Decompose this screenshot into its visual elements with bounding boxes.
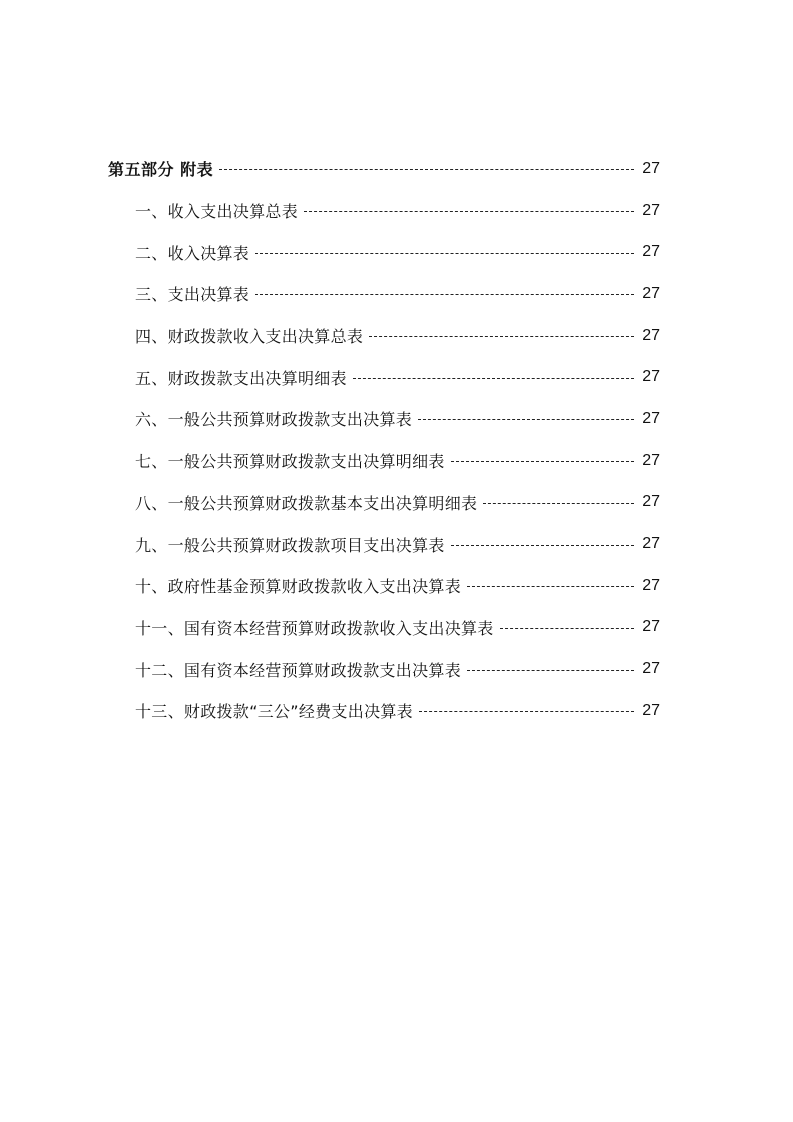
toc-entry-title: 三、支出决算表 xyxy=(135,285,250,305)
toc-leader-dashes xyxy=(418,419,634,420)
toc-entry-10[interactable] xyxy=(0,565,793,607)
toc-entry-title: 七、一般公共预算财政拨款支出决算明细表 xyxy=(135,452,445,472)
toc-leader-dashes xyxy=(451,461,634,462)
toc-leader-dashes xyxy=(467,586,634,587)
toc-leader-dashes xyxy=(467,670,634,671)
toc-entry-13[interactable] xyxy=(0,690,793,732)
toc-entry-title: 九、一般公共预算财政拨款项目支出决算表 xyxy=(135,535,445,555)
toc-leader-dashes xyxy=(304,211,634,212)
toc-entry-9[interactable] xyxy=(0,523,793,565)
toc-entry-2[interactable] xyxy=(0,231,793,273)
toc-entry-page: 27 xyxy=(642,409,660,427)
toc-entry-1[interactable] xyxy=(0,190,793,232)
toc-entry-4[interactable] xyxy=(0,315,793,357)
toc-leader-dashes xyxy=(483,503,634,504)
toc-entry-title: 五、财政拨款支出决算明细表 xyxy=(135,368,347,388)
toc-entry-page: 27 xyxy=(642,243,660,261)
toc-entry-section-5-appendix[interactable] xyxy=(0,148,793,190)
toc-entry-8[interactable] xyxy=(0,482,793,524)
toc-entry-page: 27 xyxy=(642,701,660,719)
toc-entry-5[interactable] xyxy=(0,356,793,398)
toc-leader-dashes xyxy=(255,253,634,254)
toc-entry-title: 第五部分 附表 xyxy=(108,160,214,180)
toc-entry-page: 27 xyxy=(642,576,660,594)
toc-entry-title: 四、财政拨款收入支出决算总表 xyxy=(135,327,364,347)
toc-entry-page: 27 xyxy=(642,284,660,302)
toc-entry-page: 27 xyxy=(642,201,660,219)
toc-entry-title: 十一、国有资本经营预算财政拨款收入支出决算表 xyxy=(135,618,494,638)
toc-leader-dashes xyxy=(369,336,634,337)
toc-entry-page: 27 xyxy=(642,535,660,553)
toc-leader-dashes xyxy=(353,378,634,379)
toc-leader-dashes xyxy=(451,545,634,546)
toc-entry-page: 27 xyxy=(642,660,660,678)
toc-leader-dashes xyxy=(419,711,634,712)
toc-entry-12[interactable] xyxy=(0,648,793,690)
toc-leader-dashes xyxy=(255,294,634,295)
toc-entry-page: 27 xyxy=(642,368,660,386)
toc-entry-title: 一、收入支出决算总表 xyxy=(135,202,299,222)
toc-entry-page: 27 xyxy=(642,159,660,177)
toc-entry-page: 27 xyxy=(642,326,660,344)
table-of-contents xyxy=(0,148,793,732)
toc-entry-7[interactable] xyxy=(0,440,793,482)
toc-entry-title: 六、一般公共预算财政拨款支出决算表 xyxy=(135,410,413,430)
toc-entry-page: 27 xyxy=(642,618,660,636)
toc-leader-dashes xyxy=(500,628,634,629)
toc-entry-title: 十三、财政拨款“三公”经费支出决算表 xyxy=(135,702,413,722)
toc-entry-title: 十二、国有资本经营预算财政拨款支出决算表 xyxy=(135,660,462,680)
toc-entry-title: 十、政府性基金预算财政拨款收入支出决算表 xyxy=(135,577,462,597)
toc-entry-page: 27 xyxy=(642,451,660,469)
toc-entry-title: 二、收入决算表 xyxy=(135,243,250,263)
toc-leader-dashes xyxy=(219,169,634,170)
toc-entry-11[interactable] xyxy=(0,607,793,649)
toc-entry-title: 八、一般公共预算财政拨款基本支出决算明细表 xyxy=(135,493,478,513)
toc-entry-page: 27 xyxy=(642,493,660,511)
toc-entry-6[interactable] xyxy=(0,398,793,440)
toc-entry-3[interactable] xyxy=(0,273,793,315)
